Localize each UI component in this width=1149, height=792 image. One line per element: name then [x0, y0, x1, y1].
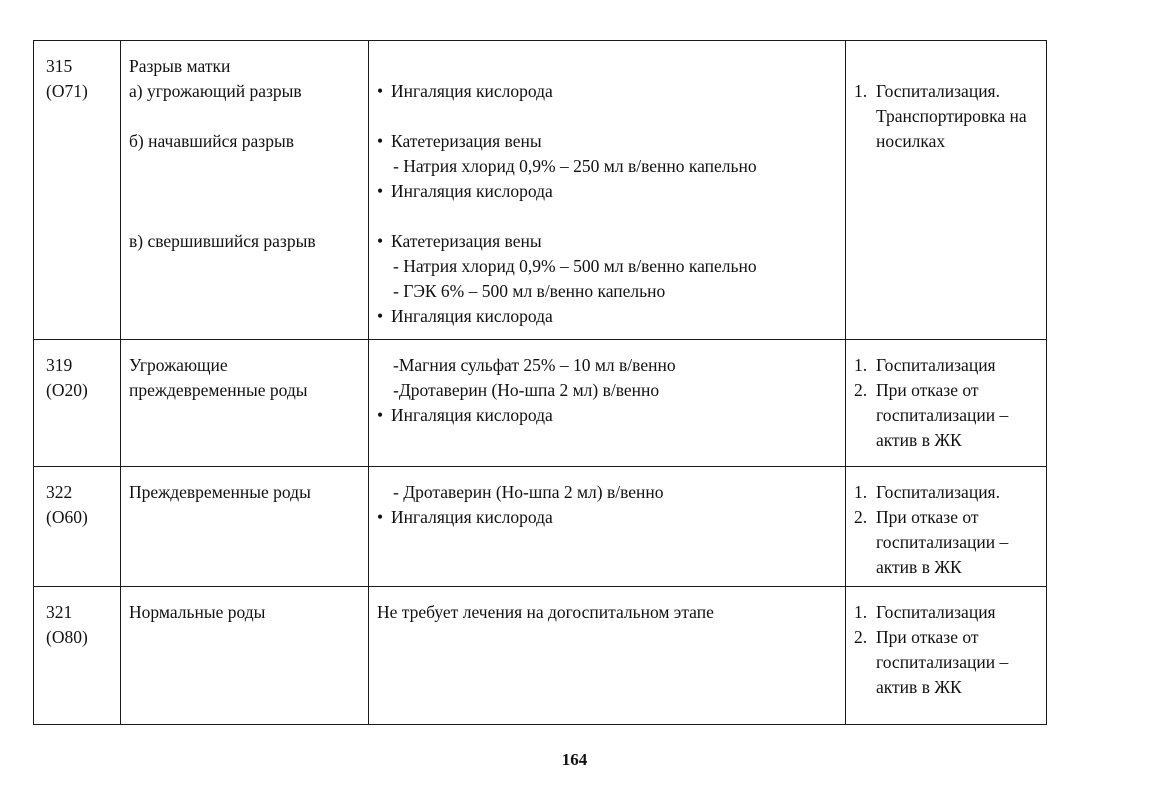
- table-row: [34, 467, 1047, 587]
- treatment-item: • Катетеризация вены: [377, 229, 837, 254]
- code-cell: [34, 41, 121, 340]
- table-row: [34, 41, 1047, 340]
- table-row: [34, 587, 1047, 725]
- icd-code: (O60): [46, 507, 88, 527]
- icd-code: (O20): [46, 380, 88, 400]
- actions-cell: [846, 41, 1047, 340]
- call-code: 315: [46, 56, 73, 76]
- treatment-item: • Ингаляция кислорода: [377, 304, 837, 329]
- page-number: 164: [561, 750, 588, 769]
- actions-list: [854, 600, 1038, 700]
- diagnosis-title: Нормальные роды: [129, 602, 266, 622]
- action-text: При отказе от госпитализации – актив в ЖК: [876, 380, 1009, 450]
- actions-cell: [846, 587, 1047, 725]
- actions-list: [854, 480, 1038, 580]
- treatment-item: • Катетеризация вены: [377, 129, 837, 154]
- diagnosis-subtype: в) свершившийся разрыв: [129, 231, 316, 251]
- treatment-cell: [369, 41, 846, 340]
- action-number: 1.: [854, 602, 868, 622]
- action-item: [854, 600, 1038, 625]
- action-item: [854, 625, 1038, 700]
- action-item: [854, 79, 1038, 154]
- action-number: 2.: [854, 627, 868, 647]
- treatment-cell: [369, 587, 846, 725]
- call-code: 321: [46, 602, 73, 622]
- icd-code: (O71): [46, 81, 88, 101]
- action-number: 2.: [854, 507, 868, 527]
- actions-list: [854, 79, 1038, 154]
- diagnosis-title: Преждевременные роды: [129, 482, 311, 502]
- treatment-dose: - ГЭК 6% – 500 мл в/венно капельно: [393, 281, 666, 301]
- treatment-cell: [369, 467, 846, 587]
- code-cell: [34, 340, 121, 467]
- action-number: 1.: [854, 355, 868, 375]
- table-row: [34, 340, 1047, 467]
- code-cell: [34, 587, 121, 725]
- action-text: При отказе от госпитализации – актив в ЖК: [876, 627, 1009, 697]
- call-code: 322: [46, 482, 73, 502]
- action-item: [854, 353, 1038, 378]
- actions-cell: [846, 467, 1047, 587]
- treatment-dose: - Натрия хлорид 0,9% – 500 мл в/венно капельно: [393, 256, 757, 276]
- diagnosis-title: Разрыв матки: [129, 56, 231, 76]
- treatment-item: • Ингаляция кислорода: [377, 79, 837, 104]
- actions-list: [854, 353, 1038, 453]
- code-cell: [34, 467, 121, 587]
- treatment-note: Не требует лечения на догоспитальном этапе: [377, 602, 714, 622]
- diagnosis-cell: [121, 340, 369, 467]
- call-code: 319: [46, 355, 73, 375]
- diagnosis-subtype: б) начавшийся разрыв: [129, 131, 294, 151]
- action-text: При отказе от госпитализации – актив в ЖК: [876, 507, 1009, 577]
- action-text: Госпитализация: [876, 602, 996, 622]
- treatment-item: • Ингаляция кислорода: [377, 179, 837, 204]
- action-text: Госпитализация. Транспортировка на носилках: [876, 81, 1027, 151]
- action-item: [854, 378, 1038, 453]
- treatment-dose: -Дротаверин (Но-шпа 2 мл) в/венно: [393, 380, 660, 400]
- diagnosis-cell: [121, 41, 369, 340]
- action-number: 1.: [854, 482, 868, 502]
- action-number: 1.: [854, 81, 868, 101]
- icd-code: (O80): [46, 627, 88, 647]
- treatment-dose: -Магния сульфат 25% – 10 мл в/венно: [393, 355, 676, 375]
- action-text: Госпитализация: [876, 355, 996, 375]
- diagnosis-cell: [121, 467, 369, 587]
- diagnosis-cell: [121, 587, 369, 725]
- action-item: [854, 480, 1038, 505]
- treatment-dose: - Натрия хлорид 0,9% – 250 мл в/венно капельно: [393, 156, 757, 176]
- treatment-dose: - Дротаверин (Но-шпа 2 мл) в/венно: [393, 482, 664, 502]
- actions-cell: [846, 340, 1047, 467]
- action-number: 2.: [854, 380, 868, 400]
- diagnosis-title: Угрожающие преждевременные роды: [129, 355, 308, 400]
- treatment-cell: [369, 340, 846, 467]
- protocol-table: [33, 40, 1047, 725]
- diagnosis-subtype: а) угрожающий разрыв: [129, 81, 302, 101]
- action-item: [854, 505, 1038, 580]
- treatment-item: • Ингаляция кислорода: [377, 403, 837, 428]
- action-text: Госпитализация.: [876, 482, 1000, 502]
- treatment-item: • Ингаляция кислорода: [377, 505, 837, 530]
